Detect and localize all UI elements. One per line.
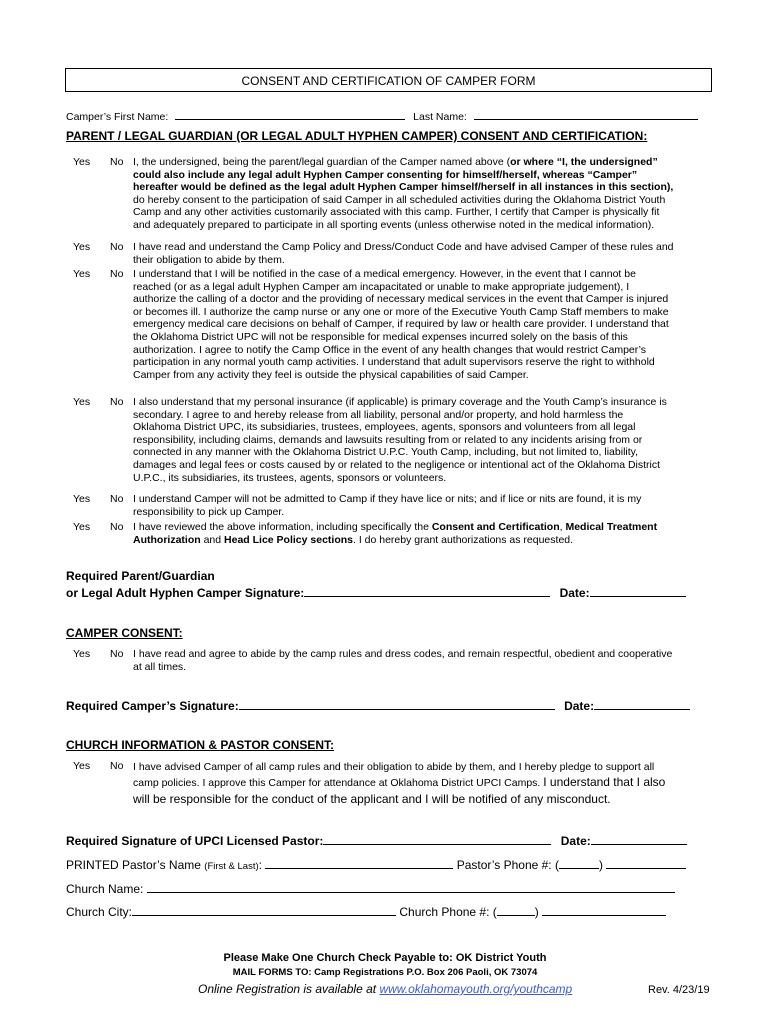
first-name-field[interactable]: [175, 109, 405, 120]
pastor-name-row: PRINTED Pastor’s Name (First & Last): Pastor’s Phone #: ( ): [66, 858, 716, 872]
camper-signature-row: Required Camper’s Signature: Date:: [66, 699, 716, 713]
no-option[interactable]: No: [110, 493, 124, 505]
revision-date: Rev. 4/23/19: [648, 984, 710, 996]
registration-link[interactable]: www.oklahomayouth.org/youthcamp: [379, 982, 573, 996]
pastor-phone-area-field[interactable]: [559, 858, 599, 869]
date-label: Date:: [560, 834, 591, 848]
camper-consent-heading: CAMPER CONSENT:: [66, 626, 183, 640]
parent-signature-label: Required Parent/Guardian: [66, 569, 215, 583]
pastor-signature-field[interactable]: [323, 834, 551, 845]
form-title: CONSENT AND CERTIFICATION OF CAMPER FORM: [65, 68, 712, 92]
yes-option[interactable]: Yes: [73, 268, 91, 280]
parent-date-field[interactable]: [590, 586, 686, 597]
no-option[interactable]: No: [110, 648, 124, 660]
church-name-field[interactable]: [147, 882, 675, 893]
church-city-row: Church City: Church Phone #: ( ): [66, 905, 716, 919]
date-label: Date:: [559, 586, 590, 600]
yes-option[interactable]: Yes: [73, 648, 91, 660]
last-name-label: Last Name:: [413, 111, 467, 123]
yes-option[interactable]: Yes: [73, 493, 91, 505]
church-name-row: Church Name:: [66, 882, 716, 896]
church-city-field[interactable]: [132, 905, 396, 916]
first-name-label: Camper’s First Name:: [66, 111, 169, 123]
footer-payable: Please Make One Church Check Payable to: OK District Youth: [223, 952, 547, 964]
no-option[interactable]: No: [110, 521, 124, 533]
parent-consent-heading: PARENT / LEGAL GUARDIAN (OR LEGAL ADULT HYPHEN CAMPER) CONSENT AND CERTIFICATION:: [66, 129, 648, 143]
date-label: Date:: [564, 699, 595, 713]
footer-mail: MAIL FORMS TO: Camp Registrations P.O. Box 206 Paoli, OK 73074: [232, 967, 538, 978]
no-option[interactable]: No: [110, 156, 124, 168]
no-option[interactable]: No: [110, 268, 124, 280]
footer-online: Online Registration is available at www.oklahomayouth.org/youthcamp: [198, 982, 573, 996]
no-option[interactable]: No: [110, 396, 124, 408]
pastor-name-field[interactable]: [265, 858, 453, 869]
last-name-field[interactable]: [474, 109, 698, 120]
parent-signature-row: or Legal Adult Hyphen Camper Signature: Date:: [66, 586, 716, 600]
parent-signature-field[interactable]: [304, 586, 550, 597]
camper-date-field[interactable]: [594, 699, 690, 710]
church-phone-area-field[interactable]: [497, 905, 535, 916]
no-option[interactable]: No: [110, 760, 124, 772]
no-option[interactable]: No: [110, 241, 124, 253]
yes-option[interactable]: Yes: [73, 396, 91, 408]
yes-option[interactable]: Yes: [73, 241, 91, 253]
yes-option[interactable]: Yes: [73, 156, 91, 168]
yes-option[interactable]: Yes: [73, 521, 91, 533]
camper-name-row: [66, 109, 716, 123]
church-info-heading: CHURCH INFORMATION & PASTOR CONSENT:: [66, 738, 334, 752]
pastor-date-field[interactable]: [591, 834, 687, 845]
church-phone-field[interactable]: [542, 905, 666, 916]
pastor-signature-row: Required Signature of UPCI Licensed Pastor: Date:: [66, 834, 716, 848]
yes-option[interactable]: Yes: [73, 760, 91, 772]
camper-signature-field[interactable]: [239, 699, 555, 710]
pastor-phone-field[interactable]: [606, 858, 686, 869]
